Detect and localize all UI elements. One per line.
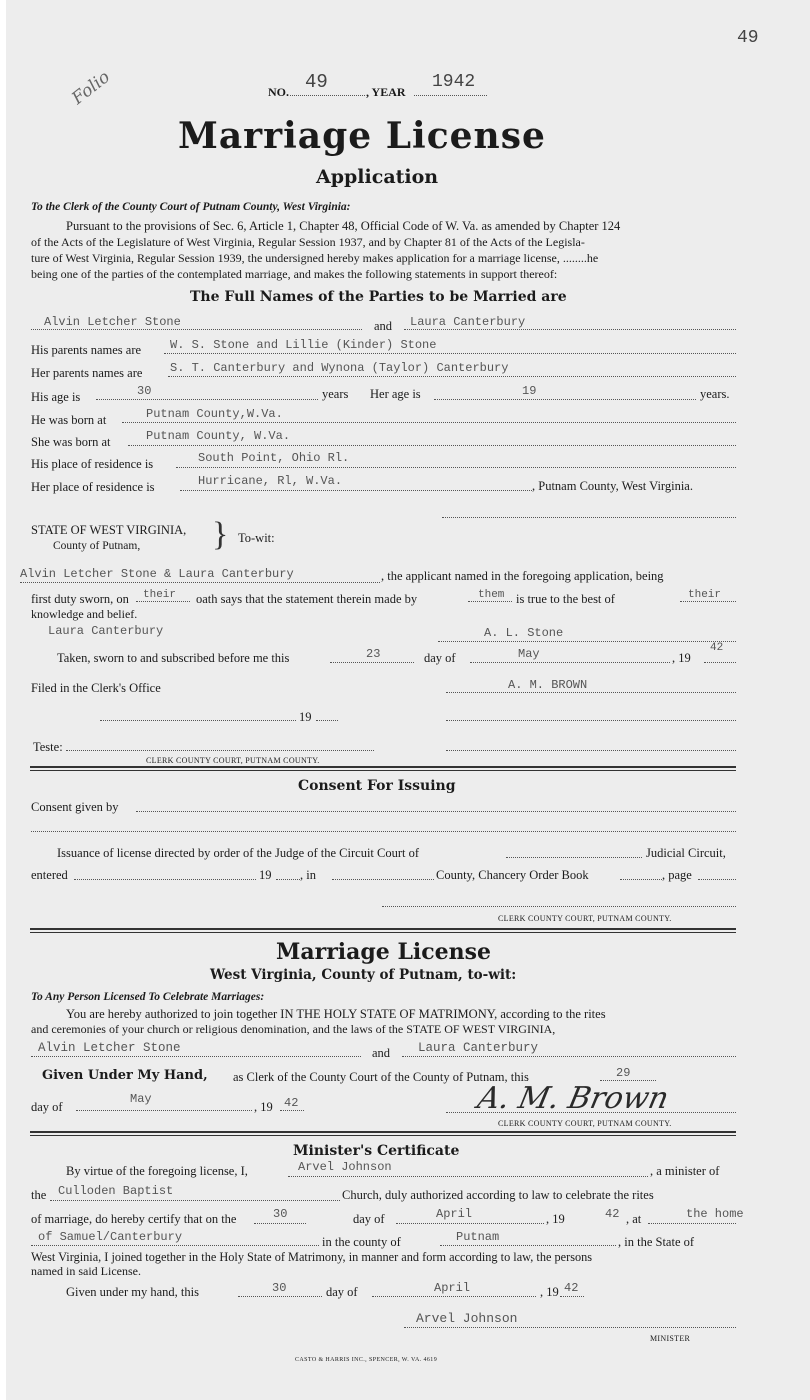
affidavit-line: oath says that the statement therein made by: [196, 592, 418, 606]
application-title: Application: [316, 166, 439, 188]
preamble-line: being one of the parties of the contemplated marriage, and makes the following statements in support thereof:: [31, 267, 558, 281]
groom-signature: A. L. Stone: [484, 626, 564, 640]
judicial-label: Judicial Circuit,: [646, 846, 726, 860]
sworn-day: 23: [366, 647, 381, 661]
license-groom: Alvin Letcher Stone: [38, 1041, 181, 1055]
the-label: the: [31, 1188, 47, 1202]
church-name: Culloden Baptist: [58, 1184, 174, 1198]
divider: [30, 1131, 736, 1133]
license-subtitle: West Virginia, County of Putnam, to-wit:: [210, 967, 517, 983]
sworn-year: 42: [710, 642, 724, 654]
day-of: day of: [424, 651, 456, 665]
preamble-line: Pursuant to the provisions of Sec. 6, Article 1, Chapter 48, Official Code of W. Va. as amended by Chapter 124: [66, 219, 621, 233]
divider: [30, 928, 736, 930]
license-day-of: day of: [31, 1100, 63, 1114]
no-label: NO.: [268, 85, 289, 99]
nineteen: 19: [259, 868, 272, 882]
and-label: and: [372, 1046, 391, 1060]
clerk-caption: CLERK COUNTY COURT, PUTNAM COUNTY.: [146, 756, 320, 765]
divider: [30, 766, 736, 768]
in-label: , in: [300, 868, 316, 882]
printer-imprint: CASTO & HARRIS INC., SPENCER, W. VA. 4619: [295, 1357, 438, 1363]
his-parents-label: His parents names are: [31, 343, 142, 357]
his-residence: South Point, Ohio Rl.: [198, 451, 350, 465]
ceremony-year: 42: [605, 1207, 620, 1221]
given-label: Given under my hand, this: [66, 1285, 199, 1299]
entered-label: entered: [31, 868, 68, 882]
given-day: 30: [272, 1281, 287, 1295]
and-label: and: [374, 319, 393, 333]
preamble-line: ture of West Virginia, Regular Session 1939, the undersigned hereby makes application for a marriage license, ........he: [31, 251, 599, 265]
license-year-prefix: , 19: [254, 1100, 273, 1114]
brace: }: [212, 516, 229, 553]
minister-line: named in said License.: [31, 1264, 141, 1278]
year-prefix: , 19: [546, 1212, 565, 1226]
he-born: Putnam County,W.Va.: [146, 407, 283, 421]
margin-note: Folio: [68, 67, 114, 109]
minister-line: Church, duly authorized according to law to celebrate the rites: [342, 1188, 654, 1202]
license-bride: Laura Canterbury: [418, 1041, 539, 1055]
minister-caption: MINISTER: [650, 1334, 691, 1343]
divider: [30, 770, 736, 771]
years-label: years: [322, 387, 349, 401]
no-value: 49: [305, 71, 328, 93]
his-parents: W. S. Stone and Lillie (Kinder) Stone: [170, 338, 437, 352]
license-title: Marriage License: [276, 939, 492, 965]
given-year: 42: [564, 1281, 579, 1295]
county-line: County of Putnam,: [53, 540, 141, 552]
applicants: Alvin Letcher Stone & Laura Canterbury: [20, 567, 294, 581]
county-state: , Putnam County, West Virginia.: [532, 479, 693, 493]
state-line: STATE OF WEST VIRGINIA,: [31, 523, 187, 537]
ceremony-day: 30: [273, 1207, 288, 1221]
consent-heading: Consent For Issuing: [298, 778, 456, 794]
consent-given-label: Consent given by: [31, 800, 119, 814]
her-parents: S. T. Canterbury and Wynona (Taylor) Canterbury: [170, 361, 509, 375]
divider: [30, 932, 736, 933]
license-line: You are hereby authorized to join together IN THE HOLY STATE OF MATRIMONY, according to the rites: [66, 1007, 606, 1021]
page-edge: [0, 0, 6, 1400]
ceremony-place-2: of Samuel/Canterbury: [38, 1230, 183, 1244]
affidavit-line: knowledge and belief.: [31, 607, 138, 621]
their-2: their: [688, 589, 722, 601]
in-county-label: in the county of: [322, 1235, 401, 1249]
affidavit-line: first duty sworn, on: [31, 592, 129, 606]
affidavit-line: is true to the best of: [516, 592, 615, 606]
bride-name: Laura Canterbury: [410, 315, 526, 329]
year-label: , YEAR: [366, 85, 406, 99]
page-number: 49: [737, 28, 759, 48]
county-book-label: County, Chancery Order Book: [436, 868, 589, 882]
his-age: 30: [137, 384, 152, 398]
her-residence: Hurricane, Rl, W.Va.: [198, 474, 343, 488]
year-value: 1942: [432, 72, 476, 92]
nineteen: 19: [299, 710, 312, 724]
clerk-signature: A. M. BROWN: [508, 678, 588, 692]
addressee: To the Clerk of the County Court of Putnam County, West Virginia:: [31, 201, 351, 213]
to-wit: To-wit:: [238, 531, 275, 545]
preamble-line: of the Acts of the Legislature of West Virginia, Regular Session 1937, and by Chapter 81 of the Acts of the Legisla-: [31, 235, 585, 249]
minister-line: By virtue of the foregoing license, I,: [66, 1164, 248, 1178]
she-born-label: She was born at: [31, 435, 111, 449]
given-under: Given Under My Hand,: [42, 1068, 208, 1083]
page-label: , page: [662, 868, 692, 882]
as-clerk: as Clerk of the County Court of the County of Putnam, this: [233, 1070, 529, 1084]
filed-label: Filed in the Clerk's Office: [31, 681, 161, 695]
she-born: Putnam County, W.Va.: [146, 429, 291, 443]
clerk-caption: CLERK COUNTY COURT, PUTNAM COUNTY.: [498, 1119, 672, 1128]
ceremony-county: Putnam: [456, 1230, 500, 1244]
them: them: [478, 589, 505, 601]
ceremony-month: April: [436, 1207, 473, 1221]
minister-name: Arvel Johnson: [298, 1160, 392, 1174]
issuance-label: Issuance of license directed by order of the Judge of the Circuit Court of: [57, 846, 420, 860]
year-prefix: , 19: [672, 651, 691, 665]
license-title: Marriage License: [178, 115, 546, 157]
years-label: years.: [700, 387, 730, 401]
at-label: , at: [626, 1212, 642, 1226]
bride-signature: Laura Canterbury: [48, 624, 164, 638]
clerk-signature: A. M. Brown: [474, 1081, 672, 1116]
her-parents-label: Her parents names are: [31, 366, 143, 380]
he-born-label: He was born at: [31, 413, 107, 427]
minister-line: of marriage, do hereby certify that on the: [31, 1212, 237, 1226]
minister-line: West Virginia, I joined together in the Holy State of Matrimony, in manner and form according to law, the persons: [31, 1250, 593, 1264]
given-month: April: [434, 1281, 471, 1295]
minister-line: , a minister of: [650, 1164, 720, 1178]
minister-line: , in the State of: [618, 1235, 695, 1249]
teste-label: Teste:: [33, 740, 63, 754]
ceremony-place: the home: [686, 1207, 744, 1221]
license-line: and ceremonies of your church or religious denomination, and the laws of the STATE OF WEST VIRGINIA,: [31, 1022, 556, 1036]
her-age: 19: [522, 384, 537, 398]
day-of: day of: [326, 1285, 358, 1299]
their-1: their: [143, 589, 177, 601]
groom-name: Alvin Letcher Stone: [44, 315, 181, 329]
minister-signature: Arvel Johnson: [416, 1311, 518, 1326]
clerk-caption: CLERK COUNTY COURT, PUTNAM COUNTY.: [498, 914, 672, 923]
sworn-label: Taken, sworn to and subscribed before me this: [57, 651, 290, 665]
license-addressee: To Any Person Licensed To Celebrate Marriages:: [31, 991, 265, 1003]
year-prefix: , 19: [540, 1285, 559, 1299]
his-residence-label: His place of residence is: [31, 457, 154, 471]
license-day: 29: [616, 1066, 631, 1080]
his-age-label: His age is: [31, 390, 81, 404]
parties-heading: The Full Names of the Parties to be Married are: [190, 289, 567, 305]
her-age-label: Her age is: [370, 387, 421, 401]
affidavit-line: , the applicant named in the foregoing application, being: [381, 569, 664, 583]
her-residence-label: Her place of residence is: [31, 480, 155, 494]
divider: [30, 1135, 736, 1136]
minister-heading: Minister's Certificate: [293, 1143, 460, 1159]
license-month: May: [130, 1092, 152, 1106]
day-of: day of: [353, 1212, 385, 1226]
sworn-month: May: [518, 647, 540, 661]
license-year: 42: [284, 1096, 299, 1110]
